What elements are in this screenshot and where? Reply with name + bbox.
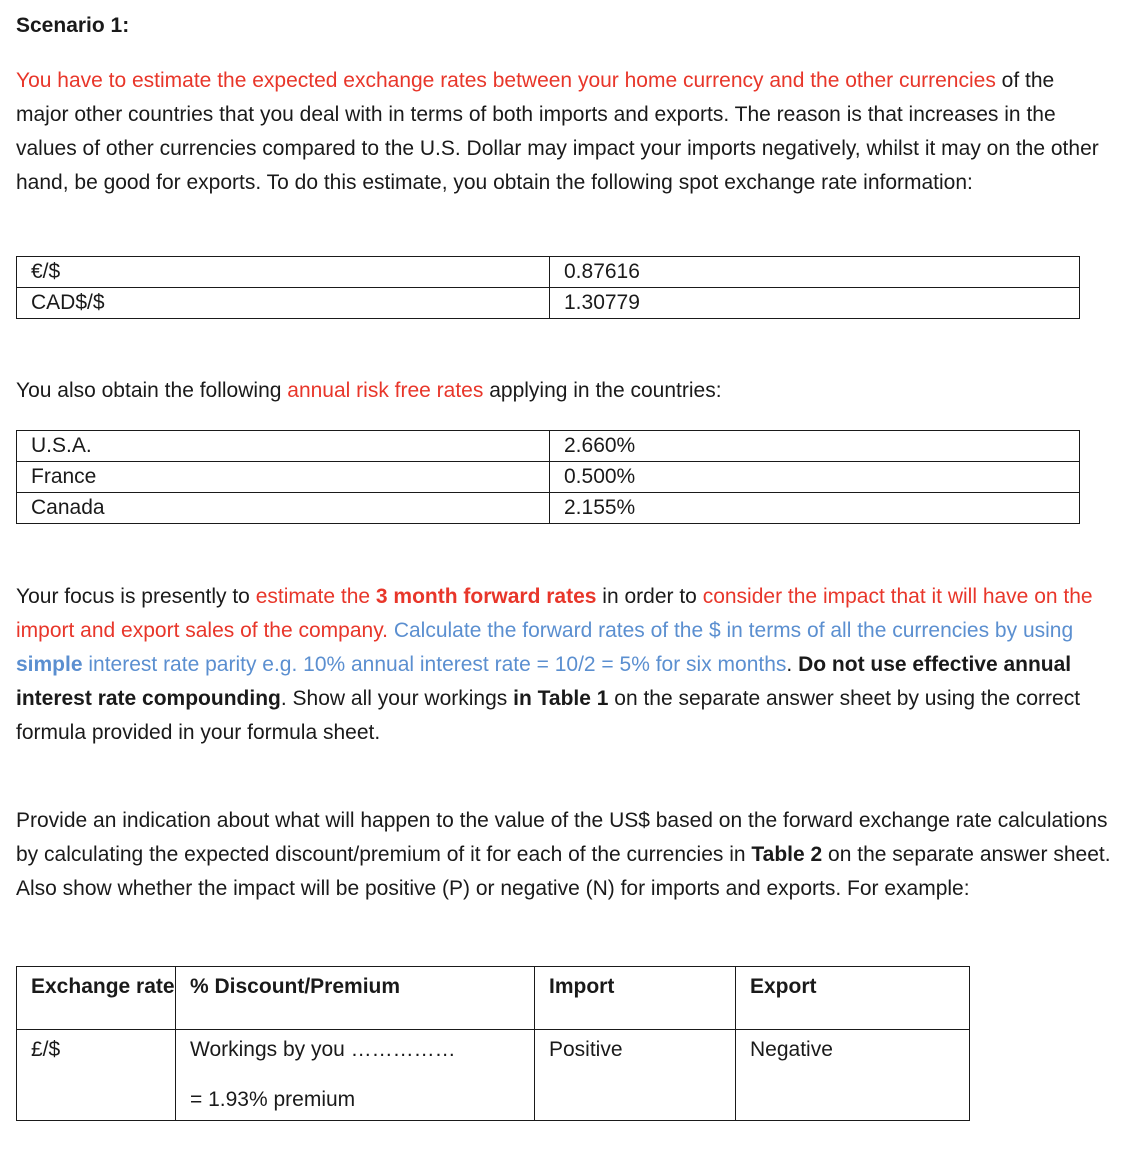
focus-text: Your focus is presently to [16, 585, 256, 608]
example-pair-cell: £/$ [17, 1030, 176, 1121]
rf-intro-text-end: applying in the countries: [483, 379, 722, 402]
focus-text: in order to [596, 585, 703, 608]
focus-highlight-bold: 3 month forward rates [375, 585, 597, 608]
rate-cell: 2.155% [550, 493, 1080, 524]
spot-value-cell: 1.30779 [550, 288, 1080, 319]
example-import-cell: Positive [535, 1030, 736, 1121]
risk-free-table [16, 430, 1080, 524]
table-row [17, 288, 1080, 319]
indication-text: Provide an indication about what will happen to the value of the US$ based on the forward exchange rate calculations by calculating the expected discount/premium of it for each of the currencies in [16, 809, 1108, 866]
table-row [17, 493, 1080, 524]
focus-highlight: estimate the [255, 585, 376, 608]
focus-text: . [786, 653, 799, 676]
rf-intro-highlight: annual risk free rates [287, 379, 484, 402]
header-export: Export [736, 967, 970, 1030]
header-exchange-rate: Exchange rate [17, 967, 176, 1030]
intro-paragraph [16, 64, 1111, 200]
scenario-title: Scenario 1: [16, 14, 130, 37]
country-cell: Canada [17, 493, 550, 524]
rf-intro-text: You also obtain the following [16, 379, 288, 402]
example-workings-cell [176, 1030, 535, 1121]
focus-bold: in Table 1 [513, 687, 609, 710]
risk-free-intro [16, 374, 1111, 408]
focus-bold: Do not use effective annual interest rate compounding [16, 653, 1072, 710]
spot-pair-cell: €/$ [17, 257, 550, 288]
table-header-row [17, 967, 970, 1030]
focus-text: on the separate answer sheet by using the correct formula provided in your formula sheet. [16, 687, 1081, 744]
result-text: = 1.93% premium [190, 1088, 356, 1111]
intro-highlight: You have to estimate the expected exchange rates between your home currency and the other currencies [16, 69, 996, 92]
table-row [17, 462, 1080, 493]
example-export-cell: Negative [736, 1030, 970, 1121]
focus-highlight: consider the impact that it will have on the import and export sales of the company. [16, 585, 1093, 642]
focus-instruction-bold: simple [16, 653, 83, 676]
indication-bold: Table 2 [751, 843, 823, 866]
header-import: Import [535, 967, 736, 1030]
example-table [16, 966, 970, 1121]
focus-instruction: Calculate the forward rates of the $ in terms of all the currencies by using [387, 619, 1074, 642]
table-row [17, 1030, 970, 1121]
spot-pair-cell: CAD$/$ [17, 288, 550, 319]
country-cell: France [17, 462, 550, 493]
rate-cell: 2.660% [550, 431, 1080, 462]
indication-text: on the separate answer sheet. Also show whether the impact will be positive (P) or negative (N) for imports and exports. For example: [16, 843, 1111, 900]
intro-text: of the major other countries that you deal with in terms of both imports and exports. The reason is that increases in the values of other currencies compared to the U.S. Dollar may impact your imports negatively, whilst it may on the other hand, be good for exports. To do this estimate, you obtain the following spot exchange rate information: [16, 69, 1099, 194]
spot-value-cell: 0.87616 [550, 257, 1080, 288]
rate-cell: 0.500% [550, 462, 1080, 493]
spot-rate-table [16, 256, 1080, 319]
country-cell: U.S.A. [17, 431, 550, 462]
indication-paragraph [16, 804, 1111, 906]
table-row [17, 431, 1080, 462]
focus-text: . Show all your workings [280, 687, 514, 710]
header-discount-premium: % Discount/Premium [176, 967, 535, 1030]
focus-paragraph [16, 580, 1111, 750]
focus-instruction: interest rate parity e.g. 10% annual interest rate = 10/2 = 5% for six months [82, 653, 787, 676]
table-row [17, 257, 1080, 288]
workings-text: Workings by you …………… [190, 1038, 456, 1061]
